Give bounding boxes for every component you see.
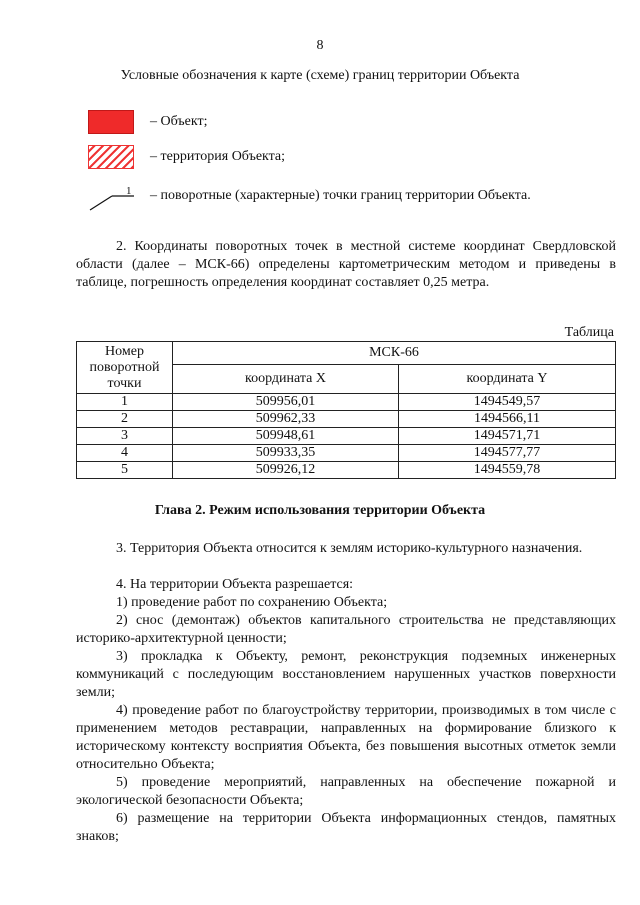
list-item-6: 6) размещение на территории Объекта информационных стендов, памятных знаков;	[76, 811, 616, 844]
object-solid-symbol	[88, 110, 134, 134]
legend-item-points	[88, 182, 531, 210]
legend-title: Условные обозначения к карте (схеме) границ территории Объекта	[120, 68, 520, 83]
section-2-paragraph: 2. Координаты поворотных точек в местной системе координат Свердловской области (далее – МСК-66) определены картометрическим методом и приведены в таблице, погрешность определения координат составляет 0,25 метра.	[76, 239, 616, 290]
coord-y: 1494571,71	[399, 428, 616, 445]
point-number: 4	[77, 445, 173, 462]
table-row	[77, 462, 616, 479]
legend-item-object	[88, 108, 207, 136]
point-number: 3	[77, 428, 173, 445]
coord-x: 509926,12	[173, 462, 399, 479]
list-item-5: 5) проведение мероприятий, направленных на обеспечение пожарной и экологической безопасности Объекта;	[76, 775, 616, 808]
legend-label-object: – Объект;	[150, 114, 208, 129]
list-item-4: 4) проведение работ по благоустройству территории, производимых в том числе с применением методов реставрации, направленных на формирование близкого к историческому контексту восприятия Объекта, без повышения высотных отметок земли относительно Объекта;	[76, 703, 616, 772]
coord-y: 1494559,78	[399, 462, 616, 479]
paragraph-4: 4. На территории Объекта разрешается:	[116, 577, 354, 592]
point-number: 1	[77, 394, 173, 411]
turning-point-symbol	[88, 184, 134, 208]
coord-x: 509956,01	[173, 394, 399, 411]
legend-item-territory	[88, 143, 285, 171]
coordinates-table	[76, 341, 616, 479]
list-item-1: 1) проведение работ по сохранению Объекта;	[116, 595, 388, 610]
page-number: 8	[316, 38, 324, 53]
table-row	[77, 445, 616, 462]
coord-y: 1494549,57	[399, 394, 616, 411]
chapter-heading: Глава 2. Режим использования территории Объекта	[154, 503, 486, 518]
table-row	[77, 428, 616, 445]
point-number: 2	[77, 411, 173, 428]
turning-point-line-icon	[88, 184, 134, 212]
coord-y: 1494577,77	[399, 445, 616, 462]
legend-label-territory: – территория Объекта;	[150, 149, 286, 164]
territory-hatch-symbol	[88, 145, 134, 169]
coord-x: 509933,35	[173, 445, 399, 462]
legend-label-points: – поворотные (характерные) точки границ территории Объекта.	[150, 188, 531, 203]
table-caption: Таблица	[564, 325, 614, 340]
table-row	[77, 411, 616, 428]
turning-point-marker: 1	[126, 185, 132, 197]
table-row	[77, 394, 616, 411]
col-x-header: координата X	[173, 365, 399, 394]
point-number: 5	[77, 462, 173, 479]
col-point-number-header: Номер поворотной точки	[77, 342, 173, 394]
coord-x: 509948,61	[173, 428, 399, 445]
paragraph-3: 3. Территория Объекта относится к землям историко-культурного назначения.	[116, 541, 583, 556]
col-y-header: координата Y	[399, 365, 616, 394]
list-item-3: 3) прокладка к Объекту, ремонт, реконструкция подземных инженерных коммуникаций с последующим восстановлением нарушенных участков поверхности земли;	[76, 649, 616, 700]
msk-group-header: МСК-66	[173, 342, 616, 365]
list-item-2: 2) снос (демонтаж) объектов капитального строительства не представляющих историко-архитектурной ценности;	[76, 613, 616, 646]
coord-y: 1494566,11	[399, 411, 616, 428]
coord-x: 509962,33	[173, 411, 399, 428]
